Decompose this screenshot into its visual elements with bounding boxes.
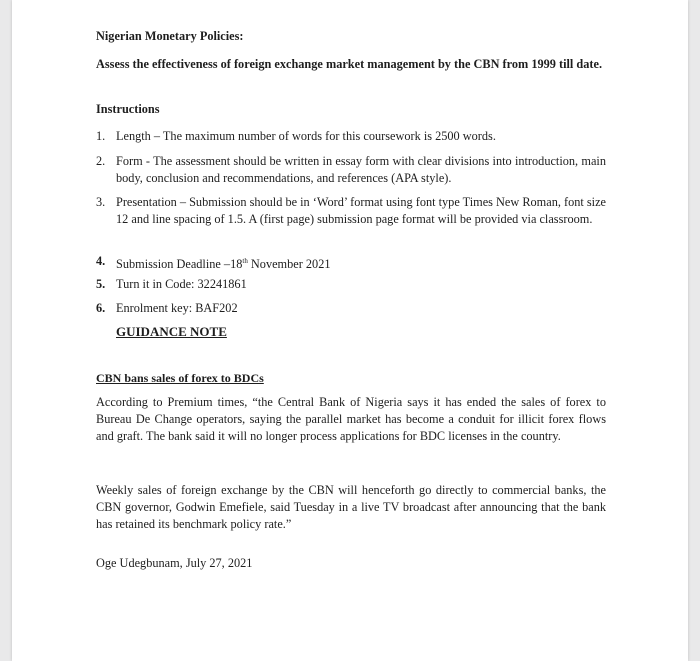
item-text: Enrolment key: BAF202 — [116, 301, 238, 315]
byline: Oge Udegbunam, July 27, 2021 — [96, 556, 253, 570]
instructions-heading: Instructions — [96, 102, 160, 116]
item-text: Presentation – Submission should be in ‘Word’ format using font type Times New Roman, font size 12 and line spacing of 1.5. A (first page) submission page format will be provided via classroom. — [116, 195, 606, 226]
guidance-note-heading: GUIDANCE NOTE — [116, 324, 227, 339]
item-number: 2. — [96, 154, 106, 168]
news-paragraph-1: According to Premium times, “the Central Bank of Nigeria says it has ended the sales of forex to Bureau De Change operators, saying the parallel market has become a conduit for illicit forex flows and graft. The bank said it will no longer process applications for BDC licenses in the country. — [96, 395, 606, 443]
news-paragraph-2: Weekly sales of foreign exchange by the CBN will henceforth go directly to commercial banks, the CBN governor, Godwin Emefiele, said Tuesday in a live TV broadcast after announcing that the bank has retained its benchmark policy rate.” — [96, 483, 606, 531]
item-text — [116, 253, 606, 273]
item-text: Length – The maximum number of words for this coursework is 2500 words. — [116, 129, 496, 143]
item-number: 1. — [96, 129, 106, 143]
news-heading: CBN bans sales of forex to BDCs — [96, 371, 264, 385]
assignment-question: Assess the effectiveness of foreign exchange market management by the CBN from 1999 till date. — [96, 57, 603, 71]
document-page — [12, 0, 688, 661]
ordinal-suffix: th — [242, 257, 248, 265]
document-title: Nigerian Monetary Policies: — [96, 29, 244, 43]
item-text: Turn it in Code: 32241861 — [116, 277, 247, 291]
item-number: 6. — [96, 301, 106, 315]
item-text: Form - The assessment should be written in essay form with clear divisions into introduction, main body, conclusion and recommendations, and references (APA style). — [116, 154, 606, 185]
deadline-text-after: November 2021 — [247, 257, 331, 272]
item-number: 3. — [96, 195, 106, 209]
item-number: 5. — [96, 277, 106, 291]
deadline-text-before: Submission Deadline –18 — [116, 257, 243, 272]
item-number: 4. — [96, 254, 106, 268]
